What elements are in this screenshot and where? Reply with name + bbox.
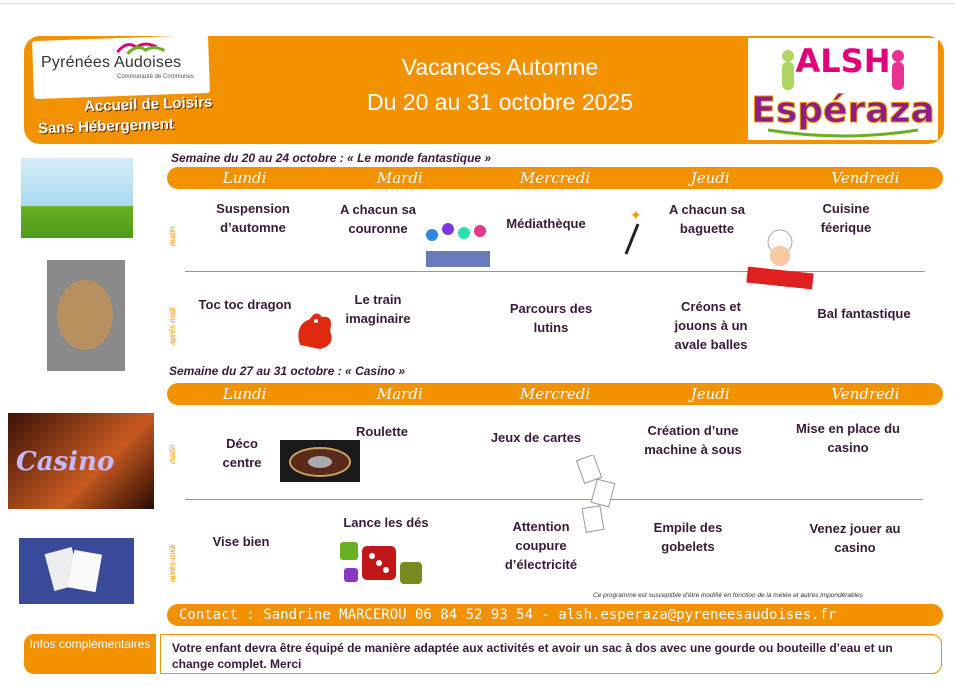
week2-separator xyxy=(185,499,923,500)
week1-afternoon-mardi: Le train imaginaire xyxy=(345,292,411,326)
week2-afternoon-mardi: Lance les dés xyxy=(343,515,429,530)
week1-afternoon-vendredi: Bal fantastique xyxy=(817,306,911,321)
week1-afternoon-mercredi: Parcours des lutins xyxy=(509,301,593,335)
roulette-wheel-icon xyxy=(280,440,360,482)
week2-morning-label: matin xyxy=(168,444,177,464)
day-mercredi: Mercredi xyxy=(519,385,591,403)
week1-afternoon-lundi: Toc toc dragon xyxy=(198,297,292,312)
crown-flowers-icon xyxy=(420,215,496,271)
infos-label: Infos complémentaires xyxy=(29,637,151,651)
dragon-icon xyxy=(290,305,338,355)
contact-bar: Contact : Sandrine MARCEROU 06 84 52 93 54 - alsh.esperaza@pyreneesaudoises.fr xyxy=(167,604,943,626)
disclaimer-note: Ce programme est susceptible d’être modifié en fonction de la météo et autres impondérables xyxy=(593,592,863,599)
week2-afternoon-mercredi: Attention coupure d’électricité xyxy=(504,519,578,572)
week1-morning-mardi: A chacun sa couronne xyxy=(339,202,417,236)
day-lundi: Lundi xyxy=(222,385,267,403)
autumn-leaves-image xyxy=(47,260,125,371)
week2-title: Semaine du 27 au 31 octobre : « Casino » xyxy=(169,364,406,378)
week1-afternoon-label: après-midi xyxy=(168,307,177,345)
page-title: Vacances Automne xyxy=(401,54,599,80)
alsh-logo xyxy=(748,38,938,140)
week2-morning-jeudi: Création d’une machine à sous xyxy=(644,423,742,457)
week2-morning-mardi: Roulette xyxy=(356,424,408,439)
day-vendredi: Vendredi xyxy=(831,169,900,187)
week2-afternoon-lundi: Vise bien xyxy=(212,534,270,549)
week1-morning-label: matin xyxy=(168,226,177,246)
svg-text:✦: ✦ xyxy=(630,207,642,223)
casino-sign-image: Casino xyxy=(8,413,154,509)
week1-day-bar xyxy=(167,167,943,189)
infos-text: Votre enfant devra être équipé de manière adaptée aux activités et avoir un sac à dos avec une gourde ou bouteille d’eau et un change complet. Merci xyxy=(172,641,893,671)
day-mardi: Mardi xyxy=(376,385,423,403)
week2-afternoon-label: après-midi xyxy=(168,544,177,582)
day-vendredi: Vendredi xyxy=(831,385,900,403)
week1-morning-lundi: Suspension d’automne xyxy=(216,201,290,235)
week2-morning-mercredi: Jeux de cartes xyxy=(490,430,582,445)
week2-day-bar xyxy=(167,383,943,405)
cards-dice-image xyxy=(19,538,134,604)
week1-title: Semaine du 20 au 24 octobre : « Le monde fantastique » xyxy=(171,151,492,165)
day-jeudi: Jeudi xyxy=(690,385,730,403)
week2-morning-lundi: Déco centre xyxy=(222,436,262,470)
week2-afternoon-jeudi: Empile des gobelets xyxy=(653,520,723,554)
day-jeudi: Jeudi xyxy=(690,169,730,187)
fantasy-landscape-image xyxy=(21,158,133,238)
sans-hebergement-label: Sans Hébergement xyxy=(37,115,175,138)
week1-morning-vendredi: Cuisine féerique xyxy=(820,201,872,235)
dice-icon xyxy=(336,536,432,586)
week1-afternoon-jeudi: Créons et jouons à un avale balles xyxy=(674,299,748,352)
week1-morning-mercredi: Médiathèque xyxy=(506,216,586,231)
week1-morning-jeudi: A chacun sa baguette xyxy=(668,202,746,236)
day-lundi: Lundi xyxy=(222,169,267,187)
playing-cards-icon xyxy=(576,455,620,535)
esperaza-text: Espéraza xyxy=(751,90,935,131)
page-dates: Du 20 au 31 octobre 2025 xyxy=(367,89,633,115)
top-rule xyxy=(0,3,955,4)
week2-afternoon-vendredi: Venez jouer au casino xyxy=(809,521,901,555)
day-mercredi: Mercredi xyxy=(519,169,591,187)
brand-name: Pyrénées Audoises xyxy=(41,54,182,71)
magic-wand-icon xyxy=(620,204,646,258)
week2-morning-vendredi: Mise en place du casino xyxy=(795,421,901,455)
brand-subtitle: Communauté de Communes xyxy=(117,74,194,80)
chef-icon xyxy=(745,222,815,290)
day-mardi: Mardi xyxy=(376,169,423,187)
accueil-label: Accueil de Loisirs xyxy=(83,93,213,116)
alsh-text: ALSH xyxy=(795,42,891,80)
